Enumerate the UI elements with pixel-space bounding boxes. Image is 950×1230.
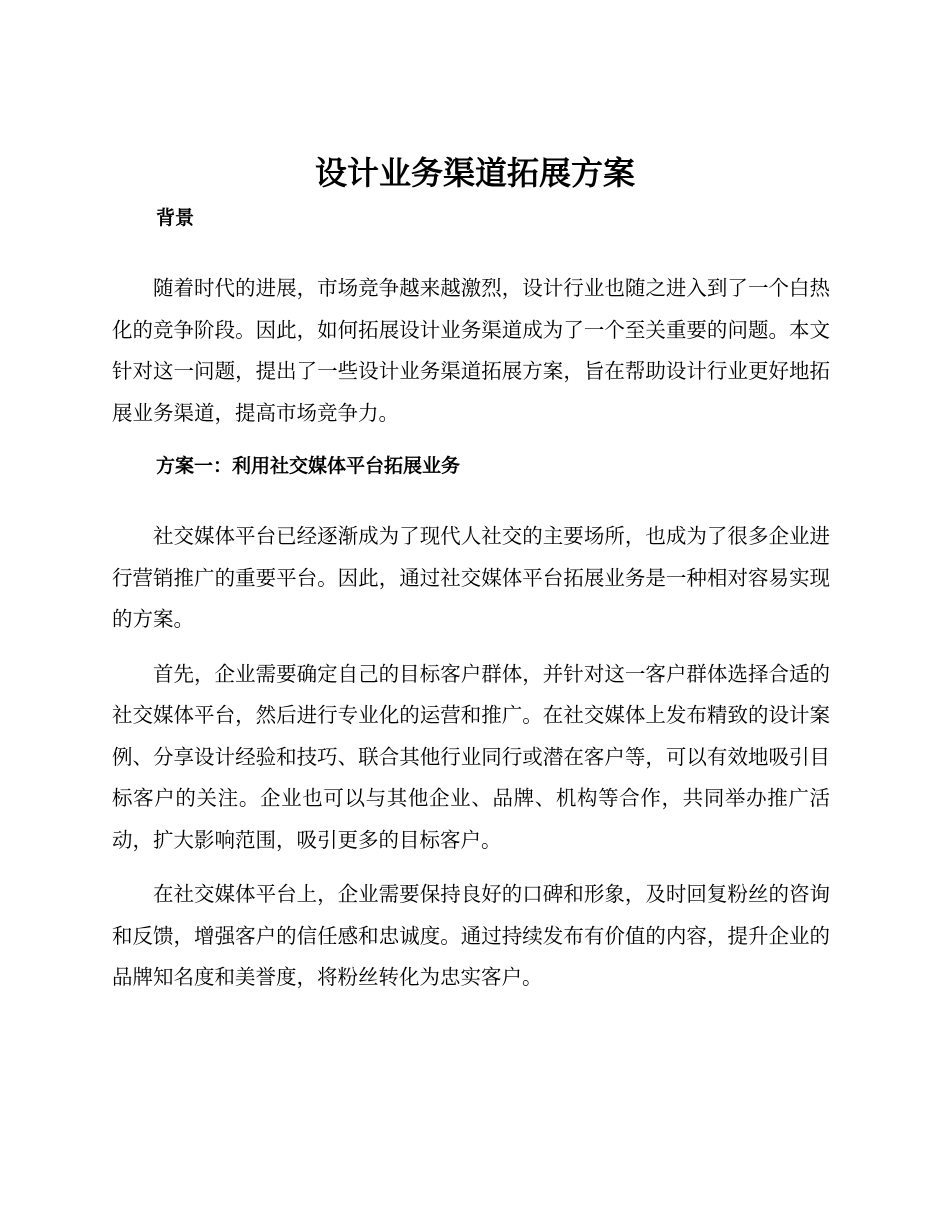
background-paragraph: 随着时代的进展，市场竞争越来越激烈，设计行业也随之进入到了一个白热化的竞争阶段。因此，如何拓展设计业务渠道成为了一个至关重要的问题。本文针对这一问题，提出了一些设计业务渠道拓展方案，旨在帮助设计行业更好地拓展业务渠道，提高市场竞争力。 xyxy=(112,276,830,425)
section-heading-background: 背景 xyxy=(156,207,195,229)
document-title: 设计业务渠道拓展方案 xyxy=(314,154,635,192)
plan-one-paragraph-1: 社交媒体平台已经逐渐成为了现代人社交的主要场所，也成为了很多企业进行营销推广的重要平台。因此，通过社交媒体平台拓展业务是一种相对容易实现的方案。 xyxy=(112,524,830,631)
plan-one-paragraph-2: 首先，企业需要确定自己的目标客户群体，并针对这一客户群体选择合适的社交媒体平台，然后进行专业化的运营和推广。在社交媒体上发布精致的设计案例、分享设计经验和技巧、联合其他行业同行或潜在客户等，可以有效地吸引目标客户的关注。企业也可以与其他企业、品牌、机构等合作，共同举办推广活动，扩大影响范围，吸引更多的目标客户。 xyxy=(112,661,830,852)
document-body xyxy=(112,203,830,999)
plan-one-paragraph-3: 在社交媒体平台上，企业需要保持良好的口碑和形象，及时回复粉丝的咨询和反馈，增强客户的信任感和忠诚度。通过持续发布有价值的内容，提升企业的品牌知名度和美誉度，将粉丝转化为忠实客户。 xyxy=(112,882,830,989)
section-heading-plan-one: 方案一：利用社交媒体平台拓展业务 xyxy=(156,455,461,477)
